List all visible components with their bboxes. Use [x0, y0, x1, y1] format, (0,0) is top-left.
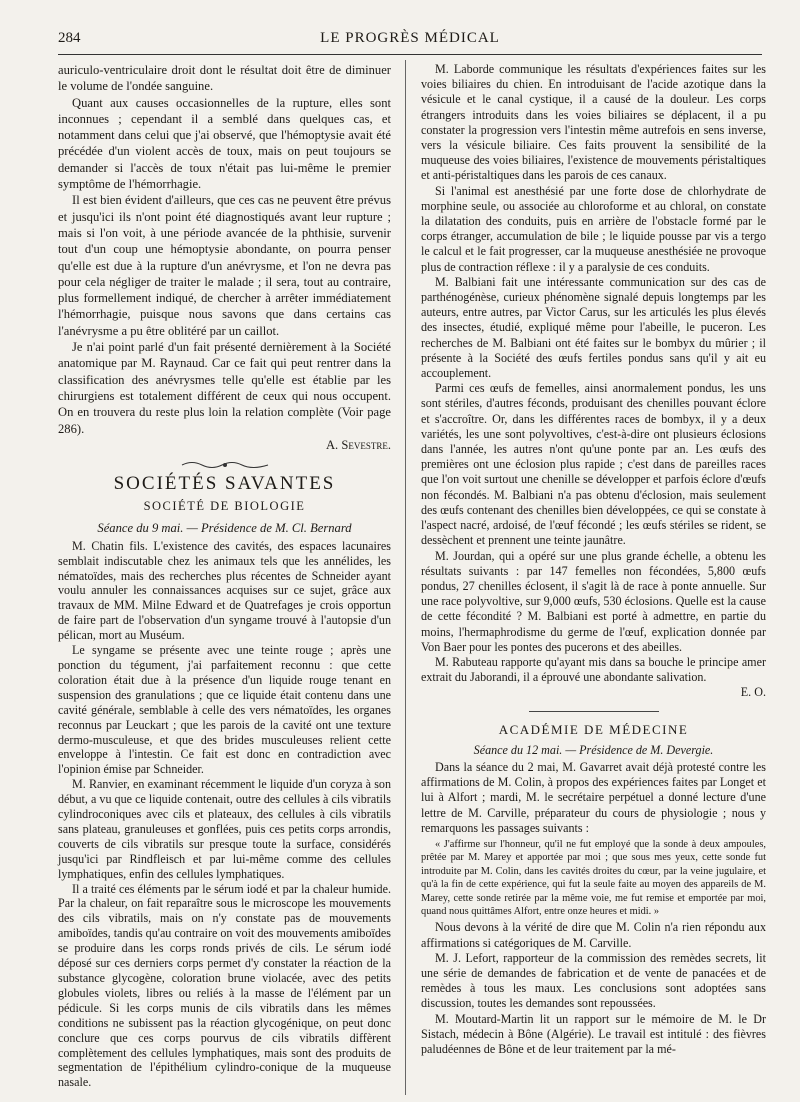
paragraph: Je n'ai point parlé d'un fait présenté dernièrement à la Société anatomique par M. Raynaud. Car ce fait qui peut rentrer dans la classification des anévrysmes telle qu'elle est établie par les chirurgiens est totalement différent de ceux qui nous occupent. On en trouvera du reste plus loin la relation complète (Voir page 286). [58, 340, 391, 436]
signature-line [58, 437, 391, 453]
right-column [421, 62, 766, 1057]
page-header [58, 30, 762, 52]
journal-title: LE PROGRÈS MÉDICAL [320, 30, 500, 46]
signature-line [421, 685, 766, 700]
quoted-letter: « J'affirme sur l'honneur, qu'il ne fut employé que la sonde à deux ampoules, prêtée par M. Marey et apportée par moi ; que sous mes yeux, cette sonde fut introduite par M. Colin, dans les cavités droites du cœur, par la veine jugulaire, et qu'à la fin de cette expérience, qui fut la seule faite au moyen des appareils de M. Marey, cette sonde retirée par la même voie, me fut remise et emportée par moi, quand nous quittâmes Alfort, entre onze heures et midi. » [421, 838, 766, 917]
section-rule [529, 711, 659, 712]
paragraph: M. Laborde communique les résultats d'expériences faites sur les voies biliaires du chien. En introduisant de l'acide azotique dans la vésicule et le canal cystique, il a causé de la douleur. Les corps étrangers introduits dans les voies biliaires se déplacent, il a pu constater la progression vers l'intestin même autrefois en sens inverse, vers la vésicule biliaire. Ces faits prouvent la sensibilité de la muqueuse des voies biliaires, l'existence de mouvements péristaltiques et anti-péristaltiques dans les parois de ces canaux. [421, 62, 766, 183]
paragraph: M. J. Lefort, rapporteur de la commission des remèdes secrets, lit une série de demandes de fabrication et de vente de panacées et de remèdes à tous les maux. Les conclusions sont adoptées sans discussion, toutes les demandes sont repoussées. [421, 950, 766, 1011]
section-title: SOCIÉTÉS SAVANTES [113, 473, 336, 495]
subsection-title: SOCIÉTÉ DE BIOLOGIE [143, 499, 306, 514]
paragraph: Nous devons à la vérité de dire que M. Colin n'a rien répondu aux affirmations si catégoriques de M. Carville. [421, 920, 766, 950]
signature: A. Sevestre. [325, 437, 391, 452]
paragraph: M. Chatin fils. L'existence des cavités, des espaces lacunaires semblait indiscutable chez les animaux tels que les annélides, les nématoïdes, mais des recherches plus récentes de Schneider ayant voulu annuler les connaissances acquises sur ce sujet, grâce aux travaux de MM. Milne Edward et de Quatrefages je crois opportun de faire part de l'observation d'un syngame trouvé à l'autopsie d'un pélican, mort au Muséum. [58, 538, 391, 643]
paragraph: Le syngame se présente avec une teinte rouge ; après une ponction du tégument, j'ai parfaitement reconnu : que cette coloration était due à la présence d'un liquide rouge tenant en suspension des granulations ; que ce liquide était contenu dans une cavité générale, semblable à celle des vers nématoïdes, les organes reconnus par Leuckart ; que les parois de la cavité ont une texture dermo-musculeuse, et que des brides musculeuses relient cette enveloppe à l'intestin. Ce fait est donc en contradiction avec l'opinion émise par Schneider. [58, 643, 391, 777]
section-title: ACADÉMIE DE MÉDECINE [498, 721, 689, 737]
session-heading: Séance du 9 mai. — Présidence de M. Cl. Bernard [97, 521, 352, 536]
paragraph: Il a traité ces éléments par le sérum iodé et par la chaleur humide. Par la chaleur, on fait reparaître sous le microscope les mouvements des cils vibratils, mais on n'y constate pas de mouvements amiboïdes, tandis qu'au contraire on voit des mouvements amiboïdes se produire dans les corps ronds privés de cils. Le sérum iodé déposé sur ces derniers corps permet d'y constater la réaction de la substance glycogène, coloration brune violacée, avec des petits globules violets, libres ou reliés à la masse de l'élément par un pédicule. Si les corps munis de cils vibratils dans les mêmes conditions ne subissent pas la réaction glycogénique, on peut donc conclure que ces corps pourvus de cils vibratils diffèrent complètement des cellules lymphatiques, mais sont des produits de segmentation de l'épithélium cylindro-conique de la muqueuse nasale. [58, 881, 392, 1090]
paragraph: Dans la séance du 2 mai, M. Gavarret avait déjà protesté contre les affirmations de M. Colin, à propos des expériences faites par Longet et lui à Alfort ; mardi, M. le secrétaire perpétuel a donné lecture d'une lettre de M. Carville, préparateur du cours de physiologie ; nous y remarquons les passages suivants : [421, 759, 766, 835]
paragraph: auriculo-ventriculaire droit dont le résultat doit être de diminuer le volume de l'ondée sanguine. [58, 63, 391, 94]
paragraph: Si l'animal est anesthésié par une forte dose de chlorhydrate de morphine seule, ou associée au chloroforme et au chloral, on constate la dilatation des conduits, puis en arrière de l'obstacle formé par le corps étranger, accumulation de bile ; le liquide pousse par vis a tergo le calcul et le fait progresser, car la muqueuse anesthésiée ne provoque plus de contraction réflexe : il y a paralysie de ces conduits. [421, 183, 766, 274]
left-column [58, 62, 391, 1090]
paragraph: M. Moutard-Martin lit un rapport sur le mémoire de M. le Dr Sistach, médecin à Bône (Algérie). Le travail est intitulé : des fièvres paludéennes de Bône et de leur traitement par la mé- [421, 1011, 766, 1057]
paragraph: M. Balbiani fait une intéressante communication sur des cas de parthénogénèse, curieux phénomène signalé depuis longtemps par les auteurs, entre autres, par Victor Carus, sur les articulés les plus élevés des insectes, étudié, expliqué même pour l'abeille, le puceron. Les recherches de M. Balbiani ont été faites sur le bombyx du mûrier ; il présente à la Société des œufs fertiles pondus sans qu'il y ait eu accouplement. [421, 274, 766, 381]
column-divider [405, 60, 406, 1095]
paragraph: Il est bien évident d'ailleurs, que ces cas ne peuvent être prévus et jusqu'ici ils n'ont point été diagnostiqués avant leur rupture ; mais si l'on voit, à une période avancée de la phthisie, survenir tout d'un coup une hémoptysie abondante, on pourra penser qu'elle est due à la rupture d'un anévrysme, et l'on ne devra pas pour cela négliger de traiter le malade ; il sera, tout au contraire, plus formellement indiqué, de chercher à arrêter immédiatement l'hémorrhagie, puisque nous savons que dans certains cas l'anévrysme a pu être oblitéré par un caillot. [58, 193, 391, 338]
paragraph: Parmi ces œufs de femelles, ainsi anormalement pondus, les uns sont stériles, d'autres féconds, produisant des chenilles pouvant éclore et s'accroître. Or, dans les différentes races de bombyx, il y a deux variétés, les une sont polyvoltives, c'est-à-dire ont plusieurs éclosions dans l'année, les autres n'ont qu'une ponte par an. Les œufs des premières ont une éclosion plus rapide ; c'est dans de pareilles races que l'on voit surtout une chenille se développer et parfois éclore d'œufs non fécondés. M. Balbiani n'a pas obtenu d'éclosion, mais seulement des œufs contenant des chenilles bien développées, ce qui se constate à l'aspect nacré, ardoisé, de l'œuf fécondé ; les œufs stériles se rident, se dessèchent et prennent une teinte jaunâtre. [421, 381, 766, 548]
paragraph: M. Rabuteau rapporte qu'ayant mis dans sa bouche le principe amer extrait du Jaborandi, il a éprouvé une abondante salivation. [421, 654, 766, 685]
session-heading: Séance du 12 mai. — Présidence de M. Devergie. [473, 742, 714, 757]
ornament-divider [58, 458, 391, 468]
page-number: 284 [58, 30, 81, 46]
header-rule [58, 54, 762, 55]
paragraph: M. Ranvier, en examinant récemment le liquide d'un coryza à son début, a vu que ce liquide contenait, outre des cellules à cils vibratils cylindroconiques avec cils et plateaux, des cellules à cils vibratils sans plateau, granuleuses et gonflées, puis ces petits corps arrondis, couverts de cils vibratils sur presque toute la surface, considérés jusqu'ici par Rindfleisch et par lui-même comme des cellules lymphatiques, enfin des cellules lymphatiques. [58, 777, 391, 881]
paragraph: Quant aux causes occasionnelles de la rupture, elles sont inconnues ; cependant il a semblé dans quelques cas, et notamment dans celui que j'ai observé, que l'hémoptysie avait été précédée d'un violent accès de toux, mais on peut toujours se demander si l'accès de toux n'était pas lui-même le premier symptôme de l'hémorrhagie. [58, 95, 391, 192]
paragraph: M. Jourdan, qui a opéré sur une plus grande échelle, a obtenu les résultats suivants : par 147 femelles non fécondées, 5,800 œufs pondus, 27 chenilles éclosent, il s'agit là de race à ponte annuelle. Sur une race polyvoltive, sur 9,000 œufs, 530 éclosions. Quelle est la cause de cette fécondité ? M. Balbiani est porté à admettre, en partie du moins, l'hermaphrodisme du germe de l'œuf, explication donnée par Von Baer pour les pontes des pucerons et des abeilles. [421, 548, 766, 654]
signature: E. O. [740, 685, 766, 700]
